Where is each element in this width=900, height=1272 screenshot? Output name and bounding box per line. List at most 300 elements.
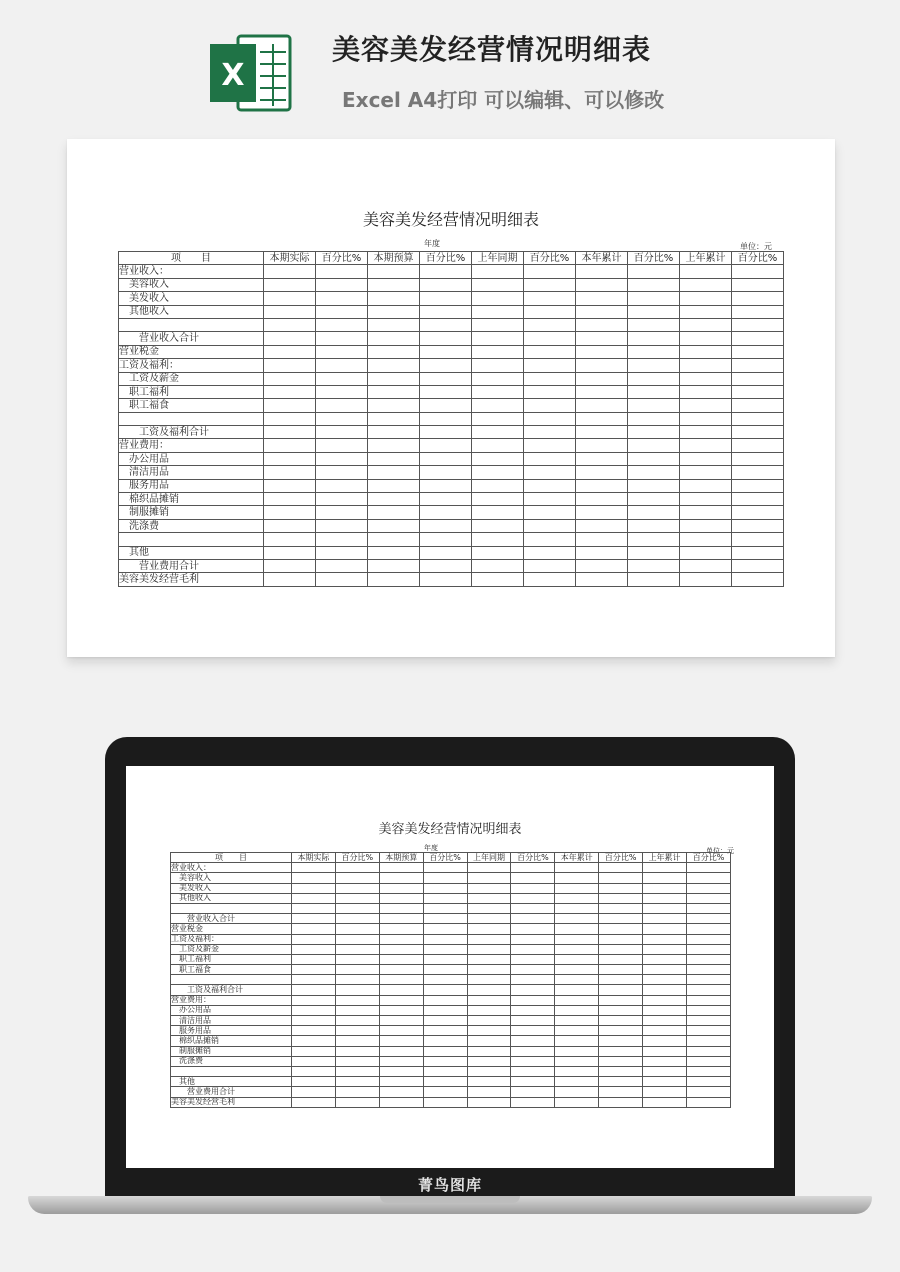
table-cell	[524, 318, 576, 331]
table-cell	[732, 332, 784, 345]
table-cell	[687, 995, 731, 1005]
table-cell	[680, 439, 732, 452]
table-cell	[420, 479, 472, 492]
table-cell	[732, 318, 784, 331]
table-cell	[576, 318, 628, 331]
table-cell	[292, 1087, 336, 1097]
table-cell	[472, 506, 524, 519]
table-cell	[379, 924, 423, 934]
table-cell	[335, 1016, 379, 1026]
table-cell	[335, 975, 379, 985]
table-cell	[368, 479, 420, 492]
row-label: 美容美发经营毛利	[171, 1097, 292, 1107]
table-cell	[264, 345, 316, 358]
table-cell	[524, 439, 576, 452]
table-cell	[628, 533, 680, 546]
sheet-preview-paper	[67, 139, 835, 657]
table-cell	[379, 863, 423, 873]
table-cell	[292, 914, 336, 924]
column-header: 上年累计	[643, 853, 687, 863]
table-row	[171, 903, 731, 913]
table-cell	[264, 305, 316, 318]
table-cell	[264, 493, 316, 506]
table-cell	[335, 1066, 379, 1076]
table-cell	[420, 345, 472, 358]
table-cell	[379, 1077, 423, 1087]
table-cell	[680, 533, 732, 546]
table-cell	[555, 934, 599, 944]
table-cell	[264, 318, 316, 331]
table-cell	[643, 1097, 687, 1107]
table-cell	[292, 934, 336, 944]
table-cell	[316, 439, 368, 452]
table-cell	[628, 479, 680, 492]
table-row	[171, 975, 731, 985]
table-cell	[368, 332, 420, 345]
row-label: 清洁用品	[171, 1016, 292, 1026]
excel-logo-icon	[208, 30, 294, 116]
table-cell	[467, 1097, 511, 1107]
table-cell	[555, 995, 599, 1005]
table-cell	[643, 863, 687, 873]
table-cell	[264, 439, 316, 452]
sheet-year-label: 年度	[424, 844, 438, 852]
table-cell	[316, 573, 368, 586]
table-cell	[511, 995, 555, 1005]
table-cell	[524, 559, 576, 572]
table-cell	[680, 506, 732, 519]
table-cell	[732, 533, 784, 546]
table-cell	[264, 385, 316, 398]
table-cell	[643, 903, 687, 913]
row-label: 棉织品摊销	[119, 493, 264, 506]
table-cell	[423, 975, 467, 985]
table-cell	[292, 1016, 336, 1026]
row-label: 美容美发经营毛利	[119, 573, 264, 586]
table-cell	[316, 466, 368, 479]
row-label	[119, 318, 264, 331]
table-cell	[423, 863, 467, 873]
table-row	[119, 412, 784, 425]
table-cell	[379, 1066, 423, 1076]
table-cell	[368, 265, 420, 278]
table-cell	[524, 345, 576, 358]
table-cell	[467, 1005, 511, 1015]
table-cell	[420, 426, 472, 439]
table-cell	[316, 426, 368, 439]
table-cell	[467, 863, 511, 873]
table-cell	[555, 1077, 599, 1087]
table-cell	[423, 893, 467, 903]
page-subtitle: Excel A4打印 可以编辑、可以修改	[342, 88, 665, 112]
table-cell	[732, 439, 784, 452]
row-label: 营业收入：	[171, 863, 292, 873]
table-cell	[680, 318, 732, 331]
table-cell	[576, 452, 628, 465]
table-cell	[379, 873, 423, 883]
table-cell	[511, 1016, 555, 1026]
table-cell	[335, 924, 379, 934]
row-label: 棉织品摊销	[171, 1036, 292, 1046]
table-cell	[576, 546, 628, 559]
table-cell	[316, 265, 368, 278]
table-cell	[423, 1016, 467, 1026]
table-cell	[687, 883, 731, 893]
table-cell	[643, 985, 687, 995]
table-cell	[420, 305, 472, 318]
table-cell	[524, 452, 576, 465]
row-label: 职工福食	[119, 399, 264, 412]
table-row	[171, 1066, 731, 1076]
table-cell	[511, 1087, 555, 1097]
table-cell	[467, 1026, 511, 1036]
table-cell	[732, 479, 784, 492]
table-cell	[264, 278, 316, 291]
table-cell	[420, 546, 472, 559]
table-cell	[555, 914, 599, 924]
table-cell	[643, 883, 687, 893]
table-cell	[732, 412, 784, 425]
table-cell	[687, 1005, 731, 1015]
table-cell	[511, 873, 555, 883]
table-cell	[264, 506, 316, 519]
table-cell	[316, 399, 368, 412]
table-cell	[264, 399, 316, 412]
table-cell	[423, 883, 467, 893]
table-cell	[680, 385, 732, 398]
column-header: 本期实际	[264, 252, 316, 265]
table-row	[119, 372, 784, 385]
table-cell	[555, 863, 599, 873]
table-cell	[423, 873, 467, 883]
table-cell	[555, 873, 599, 883]
table-cell	[687, 1056, 731, 1066]
table-cell	[264, 412, 316, 425]
table-cell	[643, 965, 687, 975]
table-cell	[628, 493, 680, 506]
table-cell	[316, 359, 368, 372]
table-cell	[576, 292, 628, 305]
table-cell	[467, 903, 511, 913]
table-cell	[379, 893, 423, 903]
table-cell	[379, 1056, 423, 1066]
detail-table	[170, 852, 731, 1108]
table-cell	[379, 975, 423, 985]
table-cell	[316, 412, 368, 425]
table-cell	[524, 359, 576, 372]
table-cell	[680, 573, 732, 586]
row-label	[171, 903, 292, 913]
table-cell	[511, 985, 555, 995]
table-row	[171, 995, 731, 1005]
table-cell	[511, 914, 555, 924]
table-cell	[680, 372, 732, 385]
table-cell	[316, 559, 368, 572]
table-cell	[599, 954, 643, 964]
table-cell	[467, 893, 511, 903]
table-cell	[379, 883, 423, 893]
table-cell	[292, 883, 336, 893]
table-cell	[472, 332, 524, 345]
table-row	[119, 533, 784, 546]
table-cell	[292, 1046, 336, 1056]
sheet-small	[126, 766, 774, 1168]
table-cell	[680, 305, 732, 318]
row-label: 美容收入	[119, 278, 264, 291]
table-cell	[555, 1097, 599, 1107]
sheet-title: 美容美发经营情况明细表	[362, 210, 539, 229]
table-cell	[555, 903, 599, 913]
table-cell	[511, 965, 555, 975]
table-cell	[599, 995, 643, 1005]
sheet-unit-label: 单位：元	[706, 847, 734, 855]
table-cell	[732, 292, 784, 305]
table-cell	[472, 318, 524, 331]
table-cell	[379, 934, 423, 944]
table-cell	[576, 359, 628, 372]
table-cell	[628, 452, 680, 465]
table-cell	[316, 345, 368, 358]
table-cell	[599, 1077, 643, 1087]
table-cell	[576, 506, 628, 519]
table-row	[119, 546, 784, 559]
table-cell	[316, 318, 368, 331]
table-cell	[316, 533, 368, 546]
table-cell	[511, 1005, 555, 1015]
table-cell	[335, 883, 379, 893]
table-cell	[599, 944, 643, 954]
table-row	[119, 466, 784, 479]
table-cell	[687, 873, 731, 883]
table-cell	[335, 1026, 379, 1036]
table-cell	[628, 519, 680, 532]
table-cell	[576, 519, 628, 532]
table-cell	[316, 493, 368, 506]
table-row	[171, 873, 731, 883]
row-label: 美容收入	[171, 873, 292, 883]
row-label: 营业税金	[119, 345, 264, 358]
table-cell	[511, 893, 555, 903]
column-header: 本年累计	[555, 853, 599, 863]
table-cell	[292, 1066, 336, 1076]
table-cell	[420, 278, 472, 291]
row-label: 营业收入：	[119, 265, 264, 278]
table-cell	[524, 332, 576, 345]
table-cell	[643, 995, 687, 1005]
table-cell	[335, 965, 379, 975]
table-row	[171, 863, 731, 873]
table-row	[171, 1097, 731, 1107]
table-cell	[368, 278, 420, 291]
row-label: 其他收入	[171, 893, 292, 903]
table-cell	[368, 506, 420, 519]
row-label: 营业税金	[171, 924, 292, 934]
row-label: 美发收入	[119, 292, 264, 305]
table-cell	[511, 1077, 555, 1087]
table-cell	[467, 995, 511, 1005]
table-cell	[599, 1005, 643, 1015]
table-row	[171, 1046, 731, 1056]
table-cell	[379, 985, 423, 995]
table-cell	[292, 944, 336, 954]
column-header: 本期预算	[379, 853, 423, 863]
table-row	[119, 439, 784, 452]
column-header: 百分比%	[511, 853, 555, 863]
table-cell	[292, 903, 336, 913]
table-cell	[423, 914, 467, 924]
row-label: 服务用品	[171, 1026, 292, 1036]
table-cell	[423, 1005, 467, 1015]
table-cell	[576, 479, 628, 492]
table-cell	[576, 278, 628, 291]
table-row	[171, 985, 731, 995]
table-cell	[420, 559, 472, 572]
table-cell	[628, 439, 680, 452]
table-cell	[511, 1026, 555, 1036]
table-cell	[680, 412, 732, 425]
table-cell	[423, 924, 467, 934]
table-cell	[524, 292, 576, 305]
table-cell	[524, 466, 576, 479]
table-cell	[599, 934, 643, 944]
table-cell	[316, 278, 368, 291]
table-row	[119, 278, 784, 291]
table-cell	[599, 1066, 643, 1076]
table-cell	[643, 914, 687, 924]
table-cell	[643, 873, 687, 883]
table-cell	[732, 573, 784, 586]
table-cell	[467, 1087, 511, 1097]
table-row	[119, 305, 784, 318]
table-cell	[472, 426, 524, 439]
row-label: 营业收入合计	[171, 914, 292, 924]
table-cell	[379, 1026, 423, 1036]
table-cell	[687, 975, 731, 985]
table-cell	[576, 265, 628, 278]
table-cell	[687, 934, 731, 944]
table-cell	[264, 573, 316, 586]
table-cell	[555, 924, 599, 934]
table-cell	[420, 332, 472, 345]
table-cell	[687, 985, 731, 995]
table-cell	[368, 305, 420, 318]
table-cell	[368, 318, 420, 331]
table-cell	[643, 944, 687, 954]
table-cell	[316, 452, 368, 465]
table-row	[119, 452, 784, 465]
table-cell	[643, 1077, 687, 1087]
table-cell	[423, 1056, 467, 1066]
table-cell	[628, 412, 680, 425]
table-row	[119, 359, 784, 372]
table-cell	[335, 1005, 379, 1015]
table-cell	[264, 466, 316, 479]
column-header: 百分比%	[628, 252, 680, 265]
table-cell	[368, 519, 420, 532]
table-cell	[423, 1036, 467, 1046]
row-label: 营业费用：	[119, 439, 264, 452]
table-cell	[680, 466, 732, 479]
table-cell	[511, 944, 555, 954]
table-cell	[576, 426, 628, 439]
table-cell	[335, 863, 379, 873]
table-cell	[576, 305, 628, 318]
table-cell	[423, 954, 467, 964]
table-cell	[316, 546, 368, 559]
table-cell	[472, 372, 524, 385]
table-cell	[643, 934, 687, 944]
row-label: 制服摊销	[119, 506, 264, 519]
table-cell	[599, 985, 643, 995]
table-cell	[292, 924, 336, 934]
table-cell	[576, 439, 628, 452]
table-cell	[472, 519, 524, 532]
sheet-large	[67, 139, 835, 657]
table-cell	[524, 519, 576, 532]
table-cell	[472, 479, 524, 492]
table-cell	[420, 452, 472, 465]
table-cell	[472, 399, 524, 412]
table-cell	[379, 954, 423, 964]
table-cell	[643, 954, 687, 964]
table-cell	[292, 873, 336, 883]
table-cell	[643, 1046, 687, 1056]
table-cell	[524, 372, 576, 385]
table-cell	[555, 883, 599, 893]
table-cell	[511, 1056, 555, 1066]
table-cell	[472, 493, 524, 506]
table-cell	[335, 1097, 379, 1107]
table-cell	[467, 985, 511, 995]
table-cell	[264, 372, 316, 385]
table-cell	[680, 479, 732, 492]
table-cell	[687, 1087, 731, 1097]
row-label: 美发收入	[171, 883, 292, 893]
table-cell	[680, 426, 732, 439]
table-cell	[628, 426, 680, 439]
table-cell	[467, 1077, 511, 1087]
table-cell	[599, 914, 643, 924]
table-row	[171, 934, 731, 944]
table-cell	[555, 1066, 599, 1076]
table-cell	[368, 559, 420, 572]
table-cell	[472, 359, 524, 372]
table-cell	[368, 573, 420, 586]
table-cell	[576, 493, 628, 506]
table-cell	[599, 873, 643, 883]
table-cell	[368, 292, 420, 305]
table-cell	[511, 1046, 555, 1056]
table-cell	[264, 479, 316, 492]
table-row	[171, 1026, 731, 1036]
table-cell	[511, 863, 555, 873]
table-cell	[628, 345, 680, 358]
row-label: 工资及福利：	[171, 934, 292, 944]
table-cell	[576, 559, 628, 572]
table-cell	[472, 573, 524, 586]
sheet-unit-label: 单位：元	[740, 242, 772, 251]
table-cell	[467, 934, 511, 944]
table-cell	[599, 1026, 643, 1036]
column-header: 上年同期	[467, 853, 511, 863]
table-cell	[368, 359, 420, 372]
table-cell	[680, 399, 732, 412]
table-cell	[555, 1005, 599, 1015]
table-cell	[732, 493, 784, 506]
table-cell	[687, 1016, 731, 1026]
table-cell	[368, 493, 420, 506]
table-cell	[732, 278, 784, 291]
